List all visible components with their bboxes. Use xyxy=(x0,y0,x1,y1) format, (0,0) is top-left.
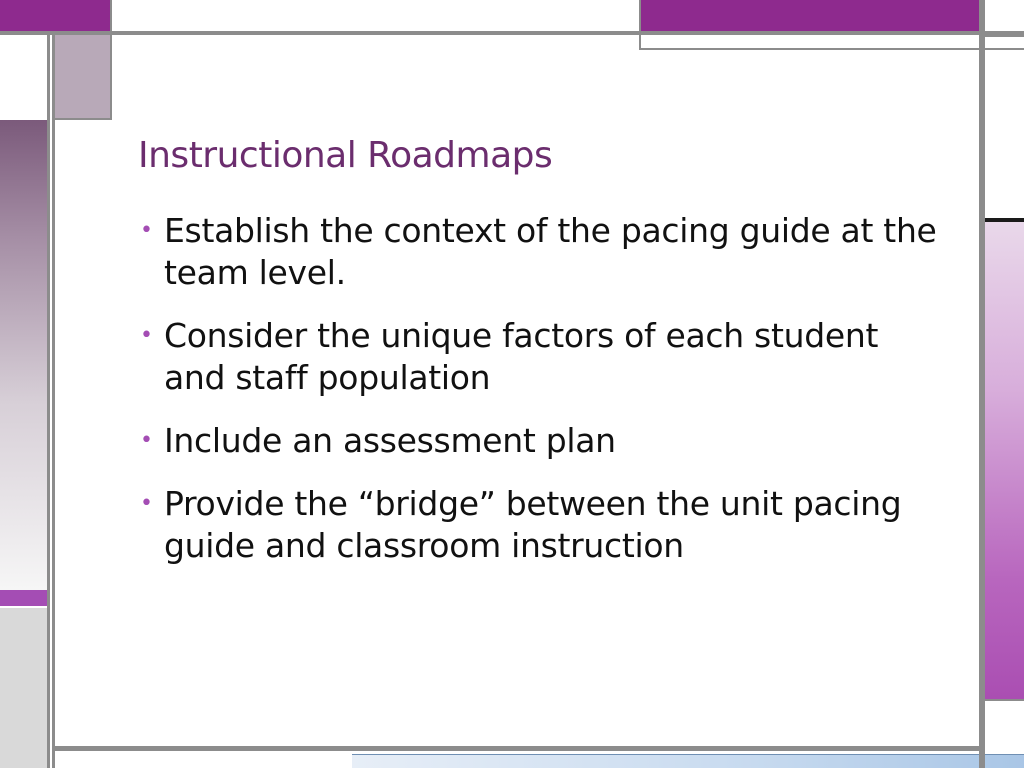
top-right-purple-bar xyxy=(641,0,979,31)
left-purple-accent xyxy=(0,590,50,606)
bullet-marker: • xyxy=(140,428,153,453)
frame-line-top xyxy=(0,31,1024,35)
frame-line-top-right-horizontal xyxy=(639,48,1024,50)
bullet-text: Consider the unique factors of each student and staff population xyxy=(164,316,879,397)
bullet-item xyxy=(138,210,938,294)
bullet-marker: • xyxy=(140,323,153,348)
bullet-item xyxy=(138,315,938,399)
left-grey-block xyxy=(0,608,47,768)
bullet-item xyxy=(138,420,938,462)
frame-line-top-right-vertical xyxy=(639,0,641,50)
frame-line-bottom xyxy=(55,746,985,751)
bullet-marker: • xyxy=(140,218,153,243)
bullet-text: Establish the context of the pacing guide at the team level. xyxy=(164,211,937,292)
frame-line-right-top xyxy=(985,35,1024,37)
frame-line-left-inner xyxy=(50,35,52,768)
bottom-gradient-strip xyxy=(352,754,1024,768)
bullet-list xyxy=(138,210,938,588)
frame-line-top-left-horizontal xyxy=(55,118,112,120)
left-gradient-column xyxy=(0,120,47,590)
frame-line-top-left-vertical xyxy=(110,0,112,120)
frame-line-right-dark xyxy=(985,218,1024,222)
slide-title: Instructional Roadmaps xyxy=(138,135,553,176)
right-gradient-column xyxy=(985,222,1024,699)
bullet-text: Include an assessment plan xyxy=(164,421,616,460)
bullet-text: Provide the “bridge” between the unit pacing guide and classroom instruction xyxy=(164,484,902,565)
frame-line-right-lower xyxy=(985,699,1024,701)
bullet-item xyxy=(138,483,938,567)
frame-line-right xyxy=(979,0,985,768)
top-left-purple-block xyxy=(0,0,110,31)
top-left-mauve-block xyxy=(55,35,110,120)
bullet-marker: • xyxy=(140,491,153,516)
